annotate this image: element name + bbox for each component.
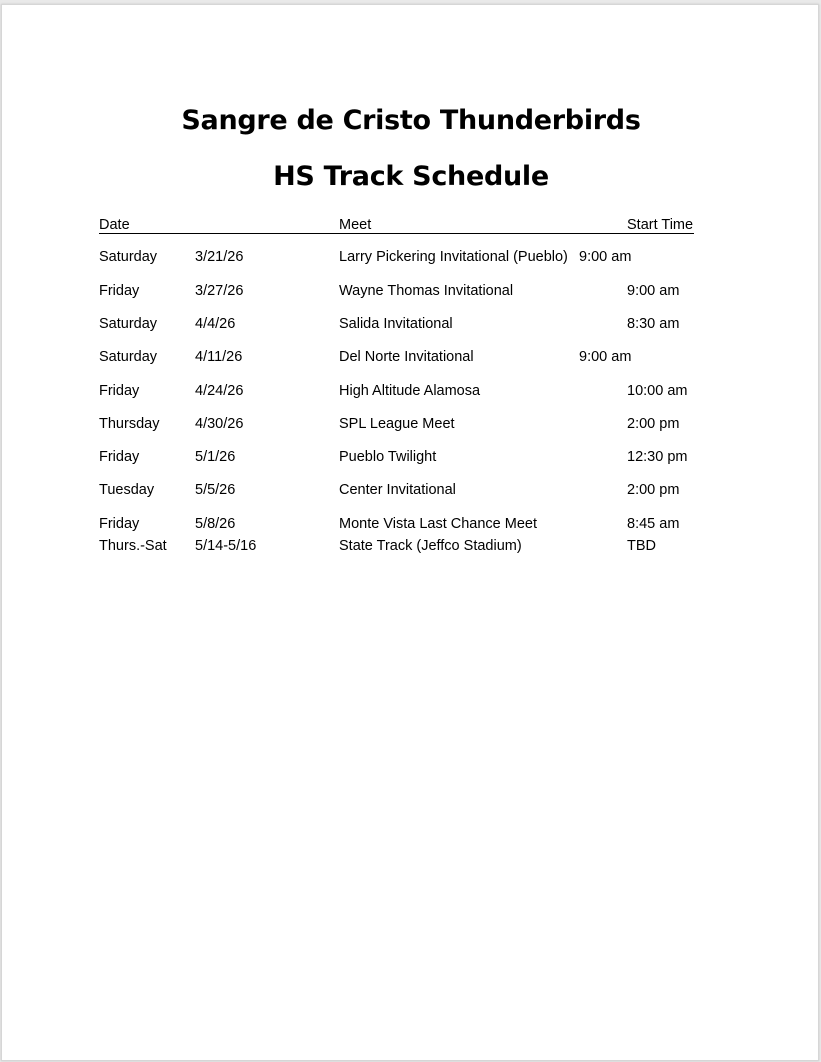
schedule-row: [2, 447, 820, 467]
row-meet: Larry Pickering Invitational (Pueblo): [339, 249, 568, 265]
schedule-row: [2, 314, 820, 334]
row-day: Thursday: [99, 416, 160, 432]
row-meet: High Altitude Alamosa: [339, 383, 481, 399]
row-time: 2:00 pm: [627, 416, 680, 432]
schedule-row: [2, 347, 820, 367]
row-time: TBD: [627, 538, 656, 554]
row-meet: Monte Vista Last Chance Meet: [339, 516, 538, 532]
row-time: 8:45 am: [627, 516, 680, 532]
row-time: 12:30 pm: [627, 449, 688, 465]
row-date: 5/14-5/16: [195, 538, 257, 554]
row-meet: Wayne Thomas Invitational: [339, 283, 514, 299]
row-date: 5/8/26: [195, 516, 236, 532]
row-meet: Salida Invitational: [339, 316, 453, 332]
row-meet: State Track (Jeffco Stadium): [339, 538, 522, 554]
row-day: Saturday: [99, 349, 158, 365]
row-day: Thurs.-Sat: [99, 538, 167, 554]
row-time: 8:30 am: [627, 316, 680, 332]
row-day: Friday: [99, 516, 140, 532]
row-time: 9:00 am: [627, 283, 680, 299]
header-start-time: Start Time: [627, 217, 694, 233]
row-day: Saturday: [99, 249, 158, 265]
document-subtitle: HS Track Schedule: [273, 161, 549, 192]
row-day: Tuesday: [99, 482, 155, 498]
row-day: Friday: [99, 383, 140, 399]
row-date: 3/21/26: [195, 249, 244, 265]
header-meet: Meet: [339, 217, 372, 233]
document-page: [1, 4, 819, 1061]
row-meet: SPL League Meet: [339, 416, 455, 432]
header-underline: [99, 233, 694, 234]
row-time: 10:00 am: [627, 383, 688, 399]
row-date: 3/27/26: [195, 283, 244, 299]
row-date: 4/11/26: [195, 349, 243, 365]
row-time: 9:00 am: [579, 249, 632, 265]
schedule-row: [2, 281, 820, 301]
document-title: Sangre de Cristo Thunderbirds: [181, 105, 641, 136]
row-date: 5/1/26: [195, 449, 236, 465]
row-meet: Pueblo Twilight: [339, 449, 437, 465]
row-date: 4/24/26: [195, 383, 244, 399]
schedule-row: [2, 247, 820, 267]
row-date: 4/30/26: [195, 416, 244, 432]
row-time: 2:00 pm: [627, 482, 680, 498]
schedule-row: [2, 536, 820, 556]
row-date: 5/5/26: [195, 482, 236, 498]
schedule-row: [2, 514, 820, 534]
row-day: Friday: [99, 283, 140, 299]
row-meet: Del Norte Invitational: [339, 349, 474, 365]
row-date: 4/4/26: [195, 316, 236, 332]
header-date: Date: [99, 217, 130, 233]
row-day: Saturday: [99, 316, 158, 332]
schedule-row: [2, 480, 820, 500]
row-meet: Center Invitational: [339, 482, 456, 498]
row-time: 9:00 am: [579, 349, 632, 365]
schedule-row: [2, 381, 820, 401]
row-day: Friday: [99, 449, 140, 465]
schedule-row: [2, 414, 820, 434]
